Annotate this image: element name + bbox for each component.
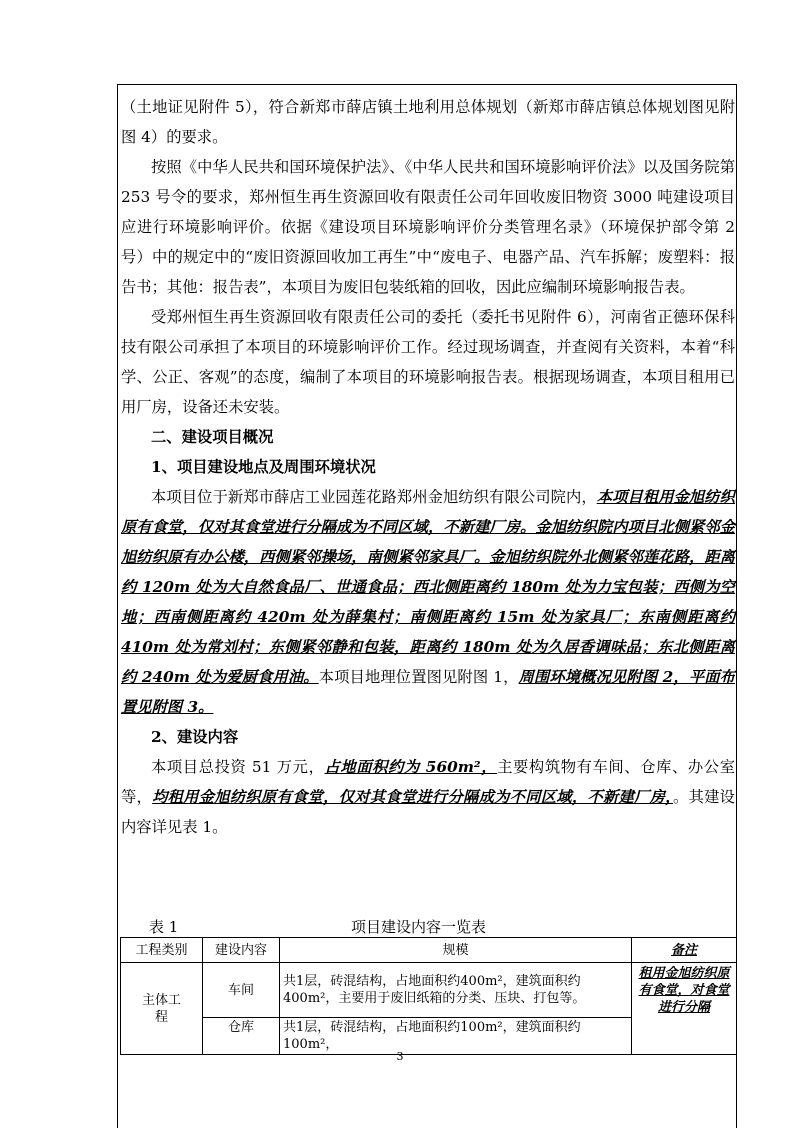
construction-content-table — [120, 937, 737, 1055]
content-investment: 本项目总投资 51 万元， — [151, 758, 325, 776]
table-row — [121, 963, 737, 1018]
content-structures: 主要构筑物有车间、仓库、办公室等， — [121, 758, 735, 806]
item-warehouse: 仓库 — [203, 1018, 280, 1055]
header-scale: 规模 — [280, 938, 632, 963]
header-category: 工程类别 — [121, 938, 203, 963]
table-caption-title: 项目建设内容一览表 — [351, 918, 487, 936]
table-caption — [121, 916, 735, 936]
content-table-ref: 。其建设内容详见表 1。 — [121, 788, 735, 836]
note-rent: 租用金旭纺织原有食堂，对食堂进行分隔 — [632, 963, 737, 1055]
location-intro: 本项目位于新郑市薛店工业园莲花路郑州金旭纺织有限公司院内， — [151, 488, 597, 506]
scale-warehouse: 共1层，砖混结构，占地面积约100m²，建筑面积约100m²， — [280, 1018, 632, 1055]
table-header-row — [121, 938, 737, 963]
header-item: 建设内容 — [203, 938, 280, 963]
paragraph-commission: 受郑州恒生再生资源回收有限责任公司的委托（委托书见附件 6），河南省正德环保科技有限公司承担了本项目的环境影响评价工作。经过现场调查，并查阅有关资料，本着“科学、公正、客观”的态度，编制了本项目的环境影响报告表。根据现场调查，本项目租用已用厂房，设备还未安装。 — [121, 308, 735, 416]
table-caption-label: 表 1 — [149, 918, 179, 936]
heading-content: 2、建设内容 — [151, 728, 239, 746]
location-figure-ref: 本项目地理位置图见附图 1， — [318, 668, 519, 686]
paragraph-location — [121, 482, 735, 722]
category-main: 主体工程 — [121, 963, 203, 1055]
content-rent-note: 均租用金旭纺织原有食堂，仅对其食堂进行分隔成为不同区域，不新建厂房， — [152, 788, 674, 806]
scale-workshop: 共1层，砖混结构，占地面积约400m²，建筑面积约400m²，主要用于废旧纸箱的分类、压块、打包等。 — [280, 963, 632, 1018]
content-area: 占地面积约为 560m²， — [324, 758, 498, 776]
location-surroundings: 本项目租用金旭纺织原有食堂，仅对其食堂进行分隔成为不同区域，不新建厂房。金旭纺织院内项目北侧紧邻金旭纺织原有办公楼，西侧紧邻操场，南侧紧邻家具厂。金旭纺织院外北侧紧邻莲花路，距离约 120m 处为大自然食品厂、世通食品；西北侧距离约 180m 处为力宝包装；西侧为空地；西南侧距离约 420m 处为薛集村；南侧距离约 15m 处为家具厂；东南侧距离约 410m 处为常刘村；东侧紧邻静和包装，距离约 180m 处为久居香调味品；东北侧距离约 240m 处为爱厨食用油。 — [121, 488, 735, 686]
heading-section-2: 二、建设项目概况 — [151, 428, 274, 446]
paragraph-content — [121, 752, 735, 842]
heading-location: 1、项目建设地点及周围环境状况 — [151, 458, 376, 476]
document-body — [121, 92, 735, 842]
paragraph-legal-basis: 按照《中华人民共和国环境保护法》、《中华人民共和国环境影响评价法》以及国务院第 253 号令的要求，郑州恒生再生资源回收有限责任公司年回收废旧物资 3000 吨建设项目应进行环境影响评价。依据《建设项目环境影响评价分类管理名录》（环境保护部令第 2 号）中的规定中的“废旧资源回收加工再生”中“废电子、电器产品、汽车拆解；废塑料：报告书；其他：报告表”，本项目为废旧包装纸箱的回收，因此应编制环境影响报告表。 — [121, 158, 735, 296]
item-workshop: 车间 — [203, 963, 280, 1018]
page-number: 3 — [396, 1050, 404, 1063]
header-note: 备注 — [632, 938, 737, 963]
paragraph-land-cert: （土地证见附件 5），符合新郑市薛店镇土地利用总体规划（新郑市薛店镇总体规划图见附图 4）的要求。 — [121, 98, 735, 146]
location-figure-ref-2: 周围环境概况见附图 2，平面布置见附图 3。 — [121, 668, 735, 716]
